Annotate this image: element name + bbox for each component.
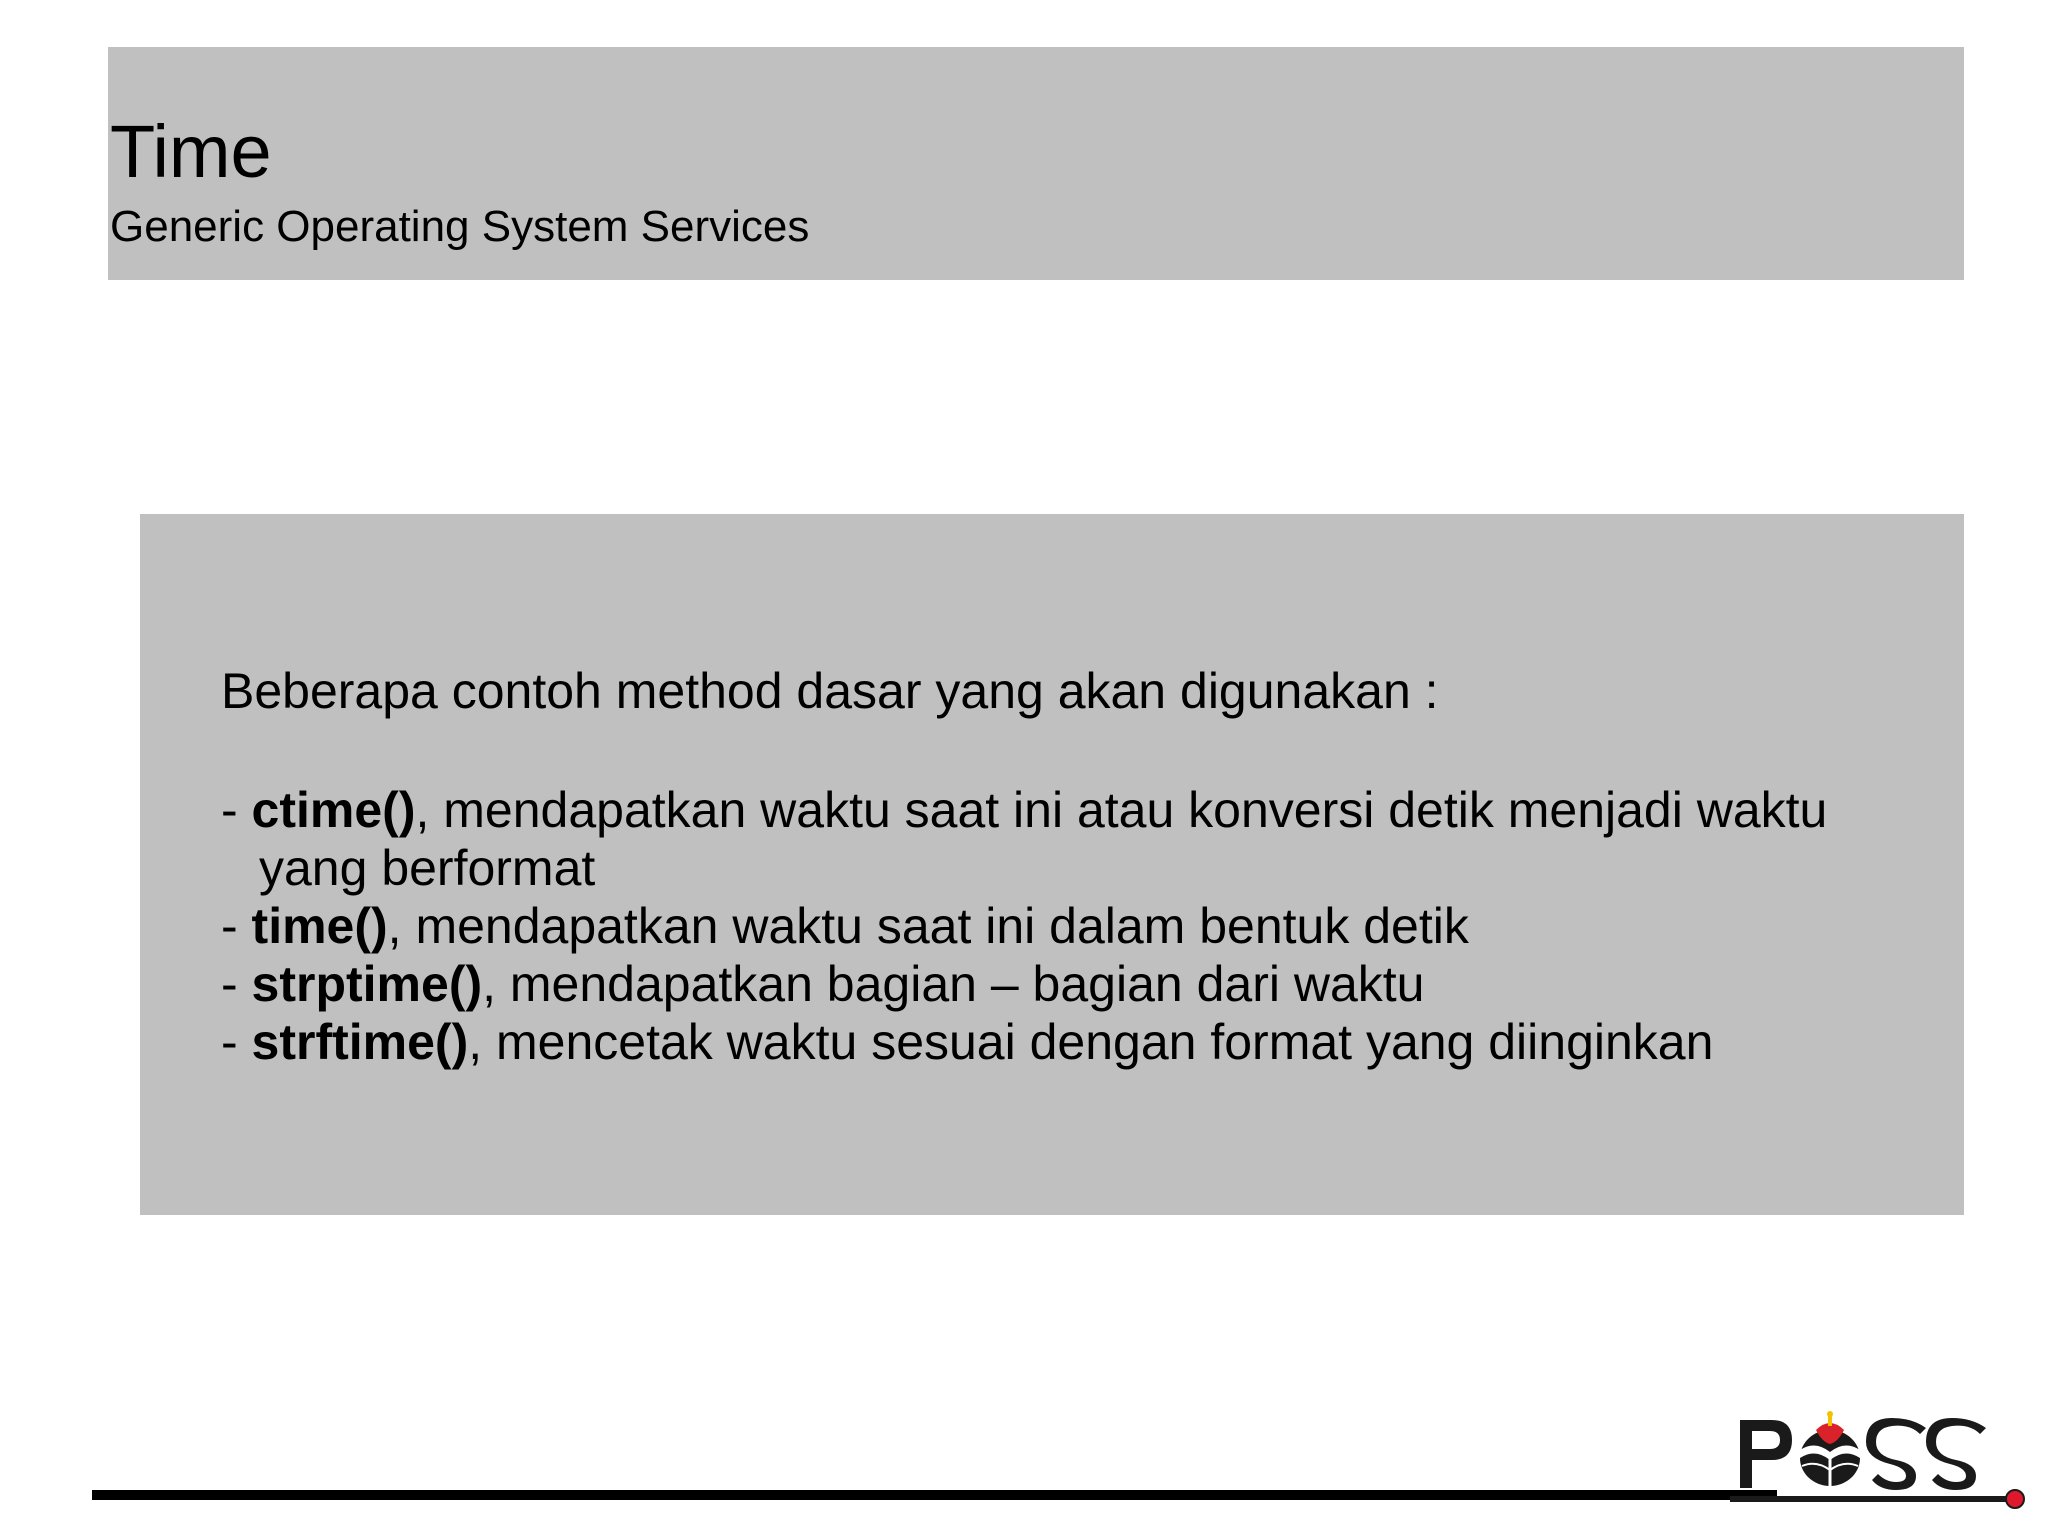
method-name: strftime()	[251, 1014, 469, 1070]
method-name: time()	[251, 898, 388, 954]
intro-text: Beberapa contoh method dasar yang akan digunakan :	[221, 663, 1439, 719]
content-box	[140, 514, 1964, 1215]
bullet: -	[221, 956, 252, 1012]
method-item	[221, 897, 1921, 955]
logo-letter-p	[1740, 1420, 1792, 1488]
method-name: ctime()	[251, 782, 416, 838]
logo-accent-dot	[2006, 1490, 2024, 1508]
method-name: strptime()	[251, 956, 483, 1012]
slide-title: Time	[110, 110, 272, 193]
method-item	[221, 1013, 1921, 1071]
method-item	[221, 781, 1921, 897]
bullet: -	[221, 782, 252, 838]
method-description: , mendapatkan waktu saat ini atau konversi detik menjadi waktu yang berformat	[259, 782, 1828, 896]
logo-letter-s	[1926, 1418, 1986, 1490]
method-list	[221, 781, 1921, 1071]
poss-logo-icon	[1800, 1411, 1860, 1486]
logo-letter-s	[1866, 1418, 1926, 1490]
title-box	[108, 47, 1964, 280]
poss-logo	[1730, 1400, 2030, 1510]
bullet: -	[221, 898, 252, 954]
footer-divider	[92, 1490, 1777, 1500]
method-description: , mencetak waktu sesuai dengan format yang diinginkan	[468, 1014, 1714, 1070]
slide-subtitle: Generic Operating System Services	[110, 202, 810, 251]
method-description: , mendapatkan bagian – bagian dari waktu	[482, 956, 1425, 1012]
method-item	[221, 955, 1921, 1013]
bullet: -	[221, 1014, 252, 1070]
logo-underline	[1730, 1496, 2016, 1502]
method-description: , mendapatkan waktu saat ini dalam bentuk detik	[387, 898, 1469, 954]
